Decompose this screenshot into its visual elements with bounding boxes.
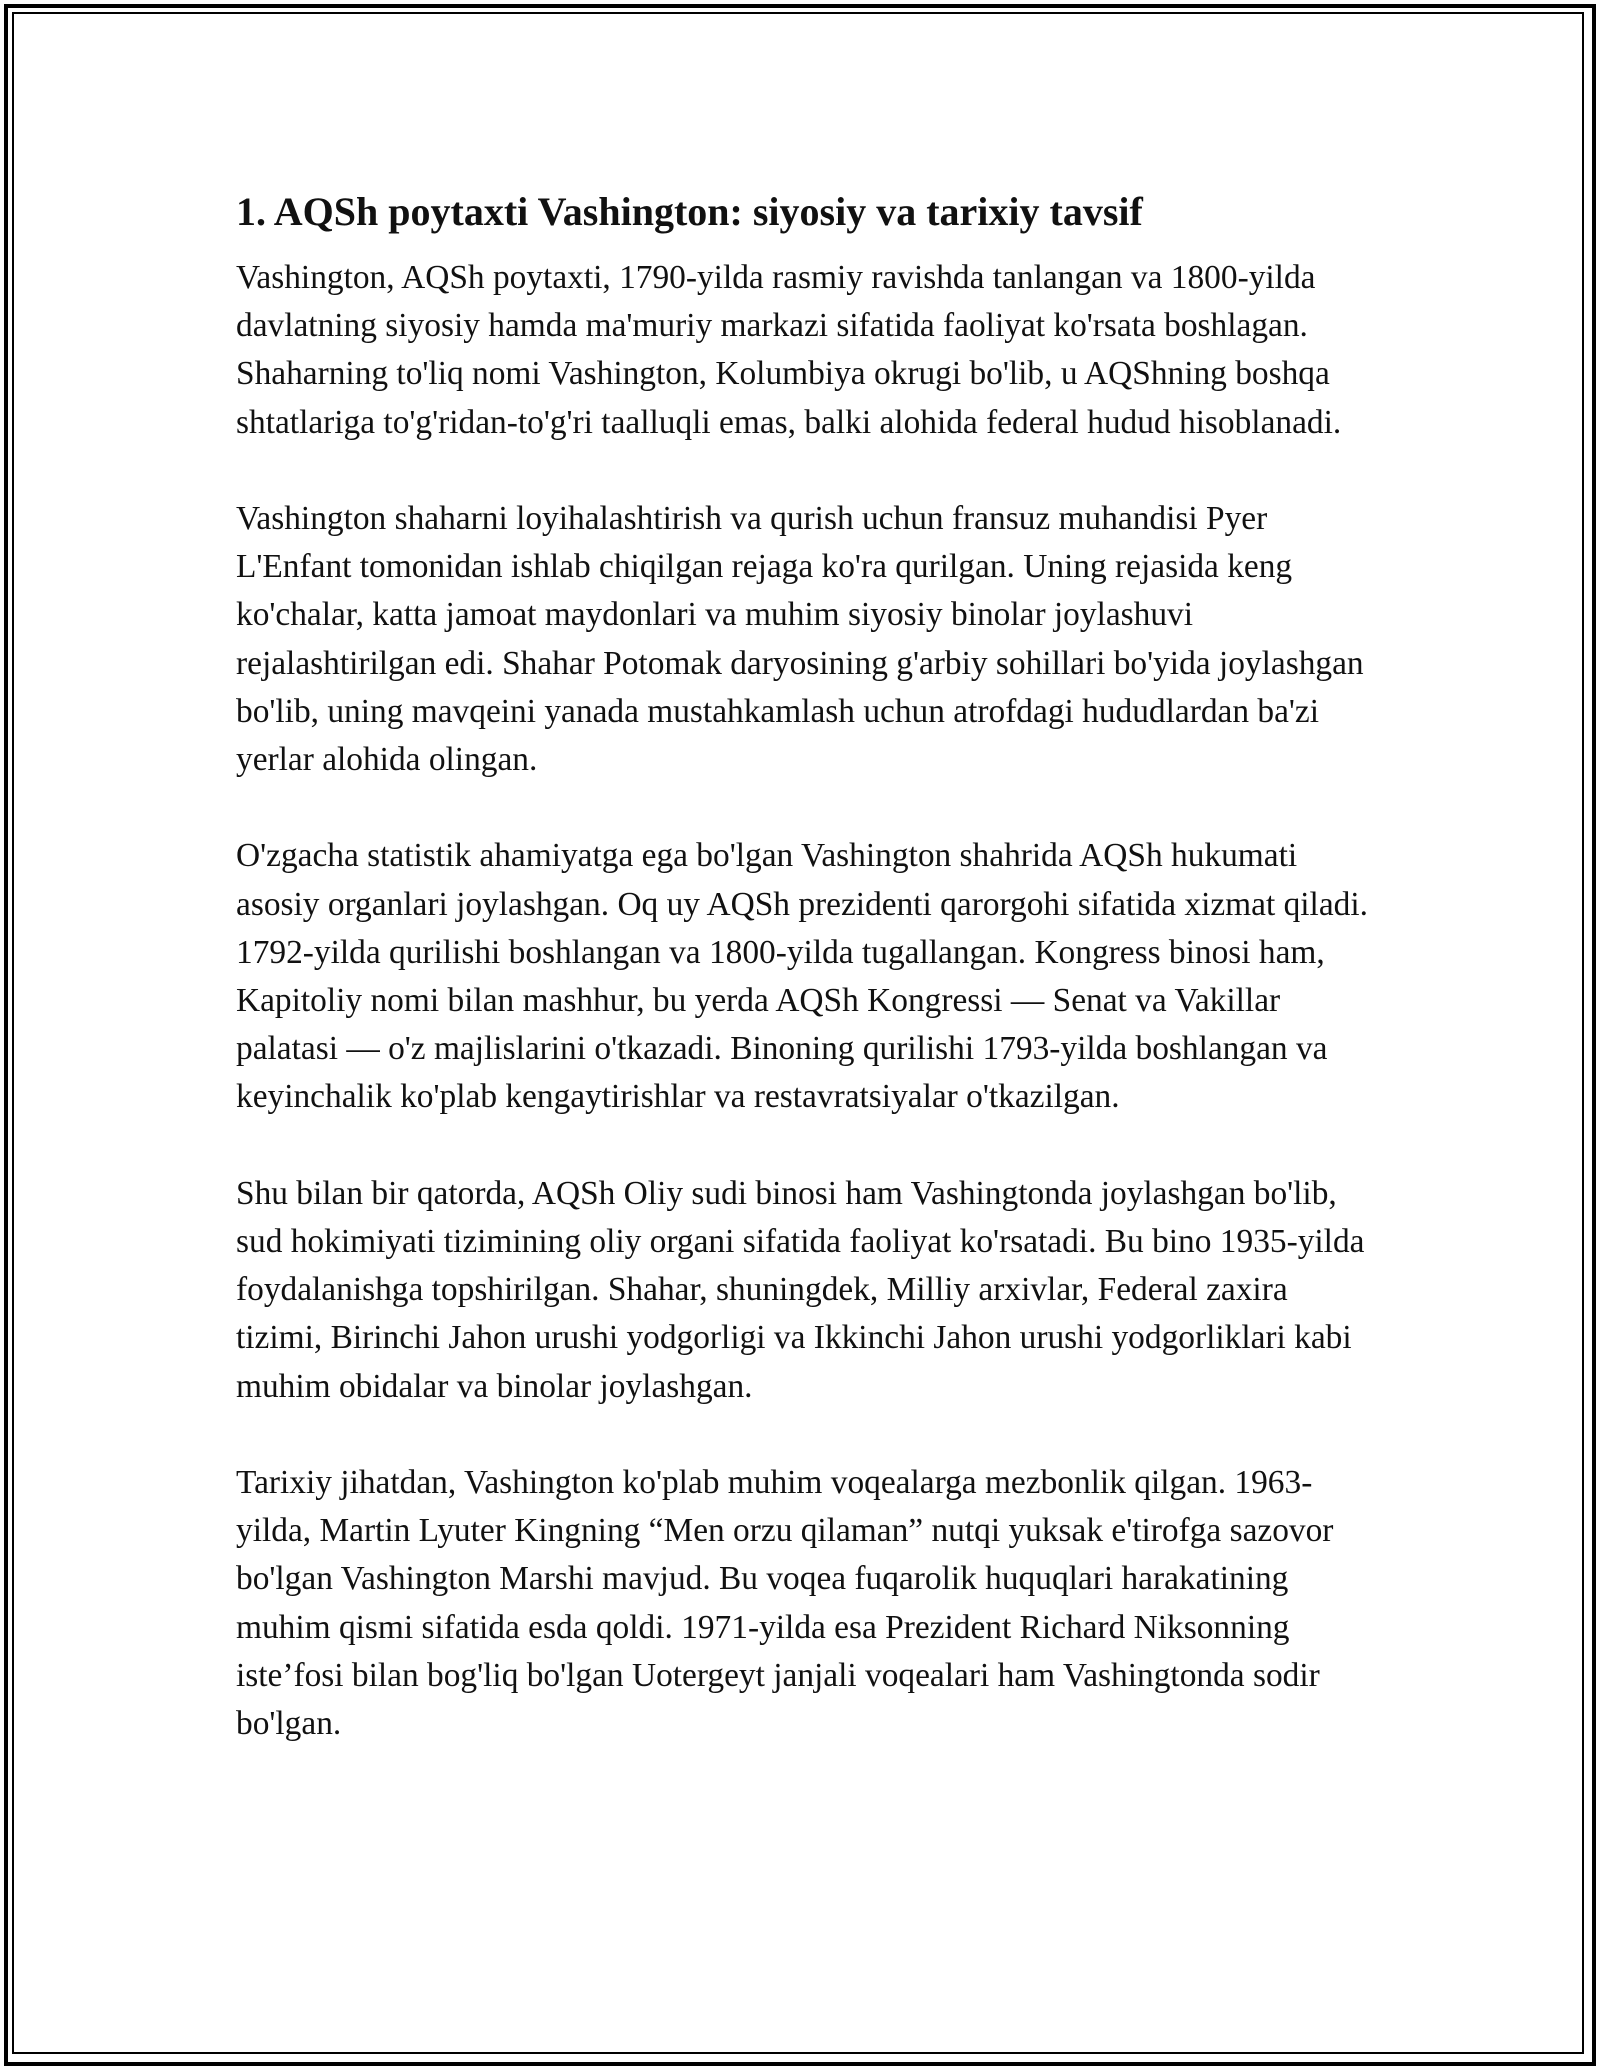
- paragraph-1: Vashington, AQSh poytaxti, 1790-yilda rasmiy ravishda tanlangan va 1800-yilda davlatning siyosiy hamda ma'muriy markazi sifatida faoliyat ko'rsata boshlagan. Shaharning to'liq nomi Vashington, Kolumbiya okrugi bo'lib, u AQShning boshqa shtatlariga to'g'ridan-to'g'ri taalluqli emas, balki alohida federal hudud hisoblanadi.: [236, 259, 1342, 441]
- paragraph-2: Vashington shaharni loyihalashtirish va qurish uchun fransuz muhandisi Pyer L'Enfant tomonidan ishlab chiqilgan rejaga ko'ra qurilgan. Uning rejasida keng ko'chalar, katta jamoat maydonlari va muhim siyosiy binolar joylashuvi rejalashtirilgan edi. Shahar Potomak daryosining g'arbiy sohillari bo'yida joylashgan bo'lib, uning mavqeini yanada mustahkamlash uchun atrofdagi hududlardan ba'zi yerlar alohida olingan.: [236, 500, 1364, 779]
- paragraph-4: Shu bilan bir qatorda, AQSh Oliy sudi binosi ham Vashingtonda joylashgan bo'lib, sud hokimiyati tizimining oliy organi sifatida faoliyat ko'rsatadi. Bu bino 1935-yilda foydalanishga topshirilgan. Shahar, shuningdek, Milliy arxivlar, Federal zaxira tizimi, Birinchi Jahon urushi yodgorligi va Ikkinchi Jahon urushi yodgorliklari kabi muhim obidalar va binolar joylashgan.: [236, 1174, 1365, 1405]
- paragraph-5: Tarixiy jihatdan, Vashington ko'plab muhim voqealarga mezbonlik qilgan. 1963-yilda, Martin Lyuter Kingning “Men orzu qilaman” nutqi yuksak e'tirofga sazovor bo'lgan Vashington Marshi mavjud. Bu voqea fuqarolik huquqlari harakatining muhim qismi sifatida esda qoldi. 1971-yilda esa Prezident Richard Niksonning iste’fosi bilan bog'liq bo'lgan Uotergeyt janjali voqealari ham Vashingtonda sodir bo'lgan.: [236, 1464, 1334, 1743]
- document-body: [236, 184, 1368, 1796]
- paragraph-3: O'zgacha statistik ahamiyatga ega bo'lgan Vashington shahrida AQSh hukumati asosiy organlari joylashgan. Oq uy AQSh prezidenti qarorgohi sifatida xizmat qiladi. 1792-yilda qurilishi boshlangan va 1800-yilda tugallangan. Kongress binosi ham, Kapitoliy nomi bilan mashhur, bu yerda AQSh Kongressi — Senat va Vakillar palatasi — o'z majlislarini o'tkazadi. Binoning qurilishi 1793-yilda boshlangan va keyinchalik ko'plab kengaytirishlar va restavratsiyalar o'tkazilgan.: [236, 837, 1368, 1116]
- document-title: 1. AQSh poytaxti Vashington: siyosiy va tarixiy tavsif: [236, 189, 1143, 234]
